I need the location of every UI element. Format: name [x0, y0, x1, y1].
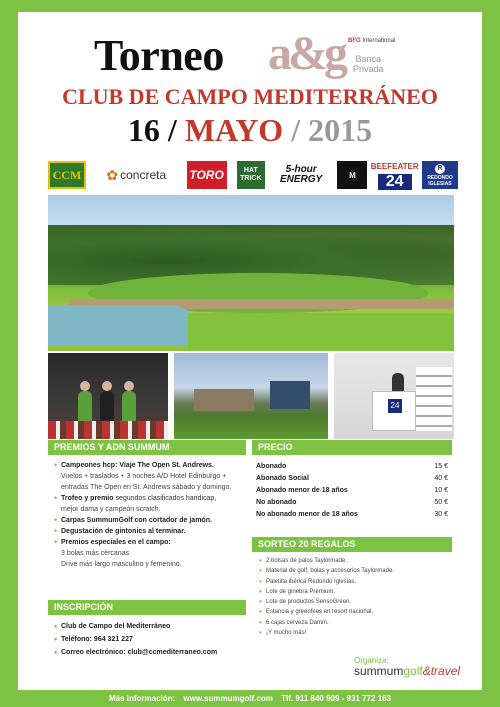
list-item: • Carpas SummumGolf con cortador de jamón. [52, 515, 248, 526]
list-item: • 2 bolsas de palos Taylormade. [258, 556, 450, 566]
beefeater-icon: 24 [388, 399, 402, 413]
banca-privada [353, 54, 384, 74]
date-day: 16 / [127, 112, 177, 148]
bfg-international [348, 38, 395, 44]
m-logo: M [337, 161, 367, 189]
list-item: • Premios especiales en el campo: [52, 537, 248, 548]
footer-info: Más información: [108, 694, 176, 703]
precio-header: PRECIO [252, 440, 452, 455]
item-detail: Drive más largo masculino y femenino. [61, 561, 182, 568]
torneo-title: Torneo [94, 31, 224, 80]
summum-logo: summumgolf&travel [354, 664, 461, 678]
person [78, 391, 92, 421]
item-detail: mejor dama y campeón scratch. [61, 506, 161, 513]
photos-row [48, 353, 454, 439]
fairway [188, 313, 454, 351]
title-row [18, 26, 482, 80]
premios-list [52, 460, 248, 570]
list-item: • Campeones hcp: Viaje The Open St. Andrews. [52, 460, 248, 471]
price-table [256, 461, 448, 521]
sorteo-header: SORTEO 20 REGALOS [252, 537, 452, 552]
person-head [80, 381, 90, 391]
stand-photo [334, 353, 454, 439]
bfg-suffix: International [362, 38, 396, 44]
list-item: • Lote de ginebra Premium. [258, 587, 450, 597]
sorteo-list [258, 556, 450, 638]
inscripcion-header: INSCRIPCIÓN [48, 600, 246, 615]
price-row: No abonado menor de 18 años 30 € [256, 511, 448, 518]
beefeater-logo: BEEFEATER 24 [370, 162, 419, 190]
list-item: • Lote de productos SensoGreen. [258, 597, 450, 607]
sponsor-logos [48, 160, 458, 190]
water-hazard [48, 305, 208, 345]
ham-table [48, 421, 168, 439]
inscripcion-list [52, 620, 252, 659]
banca-line2: Privada [353, 64, 384, 74]
person-head [102, 381, 112, 391]
ag-logo: a&g [268, 27, 344, 80]
golf-course-photo [48, 195, 454, 351]
price-row: Abonado 15 € [256, 463, 448, 470]
footer [0, 692, 500, 707]
person-head [124, 381, 134, 391]
grandstand [270, 381, 310, 409]
email-item[interactable]: • Correo electrónico: club@ccmediterraneo.com [52, 646, 252, 659]
bfg-prefix: BFG [348, 38, 361, 44]
toro-logo: TORO [187, 161, 227, 189]
concreta-logo: ✿ concreta [106, 166, 167, 183]
list-item: • 6 cajas cerveza Damm. [258, 618, 450, 628]
item-detail: Vuelos + traslados + 3 noches A/D Hotel Edinburgo + [61, 473, 227, 480]
redondo-logo: R REDONDO IGLESIAS [422, 161, 458, 189]
person [122, 391, 136, 421]
ccm-logo: CCM [48, 161, 86, 189]
footer-phones: Tlf. 911 840 909 - 931 772 163 [281, 694, 392, 703]
list-item: • Paletilla ibérica Redondo Iglesias. [258, 577, 450, 587]
item-detail: entradas The Open en St. Andrews sábado y domingo. [61, 484, 232, 491]
list-item: • Estancia y greenfees en resort nacional. [258, 607, 450, 617]
person [100, 391, 114, 421]
staff-photo [48, 353, 168, 439]
price-row: No abonado 50 € [256, 499, 448, 506]
phone-item[interactable]: • Teléfono: 964 321 227 [52, 633, 252, 646]
clubhouse [194, 389, 254, 411]
list-item: • Degustación de gintonics al terminar. [52, 526, 248, 537]
item-detail: 3 bolas más cercanas [61, 550, 130, 557]
club-name: CLUB DE CAMPO MEDITERRÁNEO [62, 84, 438, 109]
list-item: • Material de golf, bolas y accesorios Taylormade. [258, 566, 450, 576]
club-item: • Club de Campo del Mediterráneo [52, 620, 252, 633]
footer-web-link[interactable]: www.summumgolf.com [183, 694, 273, 703]
event-date [18, 112, 482, 149]
list-item: • Trofeo y premio segundos clasificados handicap, [52, 493, 248, 504]
premios-header: PREMIOS Y ADN SUMMUM [48, 440, 246, 455]
list-item: • ¡Y mucho más! [258, 628, 450, 638]
5hour-logo: 5-hour ENERGY [280, 164, 323, 185]
shelf [416, 367, 452, 431]
price-row: Abonado Social 40 € [256, 475, 448, 482]
hattrick-logo: HAT TRICK [237, 161, 265, 189]
price-row: Abonado menor de 18 años 10 € [256, 487, 448, 494]
st-andrews-photo [174, 353, 328, 439]
banca-line1: Banca [355, 54, 382, 64]
date-month: MAYO [184, 112, 284, 148]
organiza-label: Organiza: [354, 656, 389, 665]
date-year: / 2015 [291, 112, 373, 148]
